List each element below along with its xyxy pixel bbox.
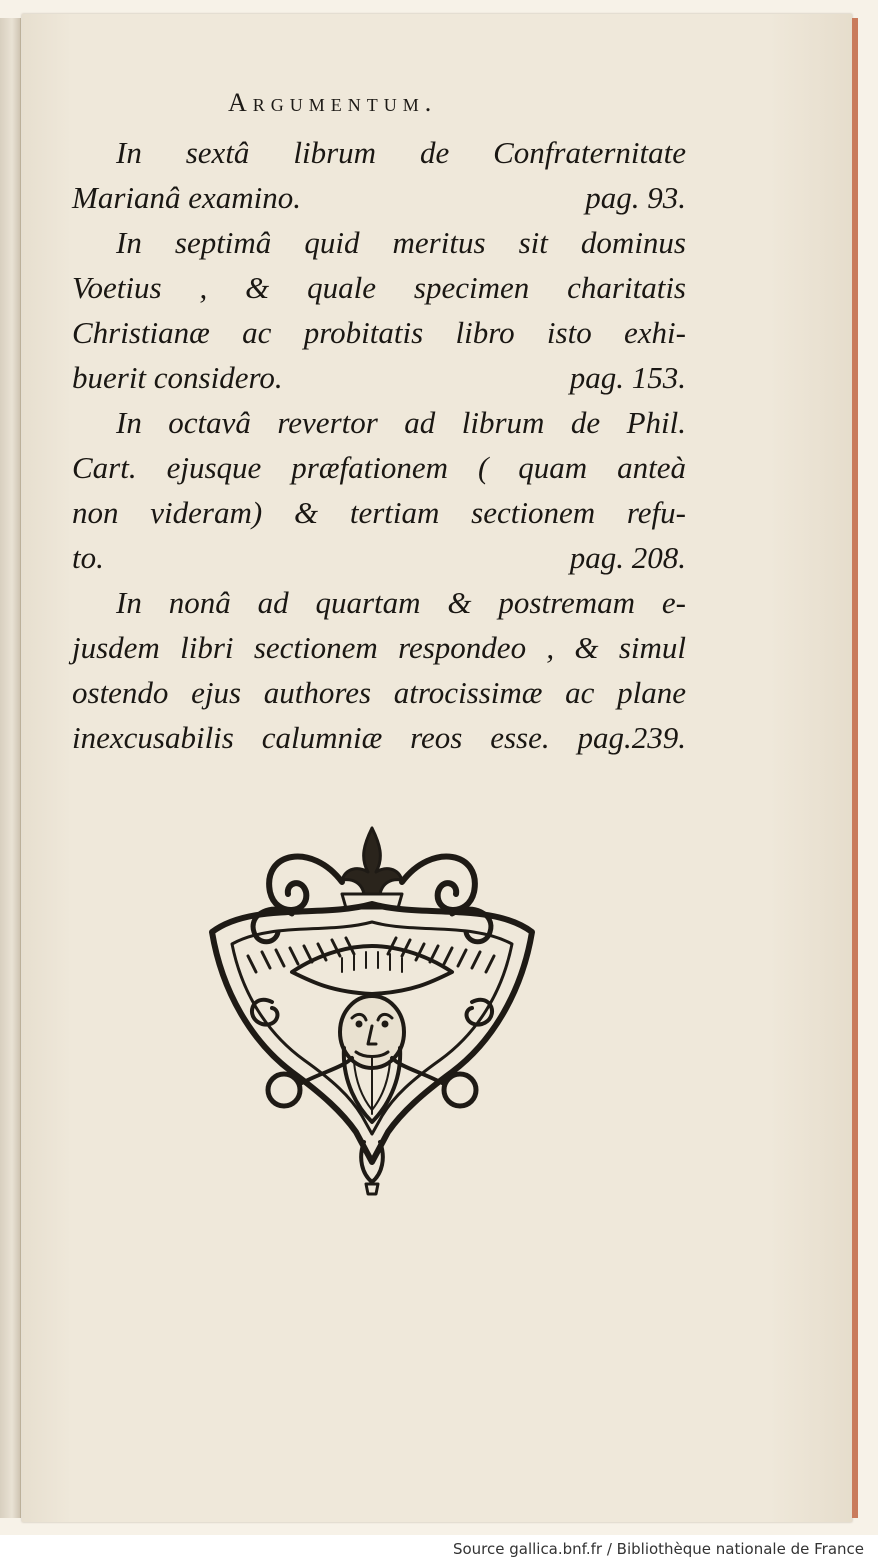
text-line: Voetius , & quale specimen charitatis	[72, 270, 686, 305]
grotesque-mask-ornament	[192, 822, 552, 1202]
page-reference: pag. 208.	[569, 540, 686, 575]
running-head: Argumentum.	[228, 88, 438, 117]
text-line-body: buerit considero.	[72, 360, 283, 395]
text-line: ostendo ejus authores atrocissimæ ac plane	[72, 675, 686, 710]
text-line: jusdem libri sectionem respondeo , & simul	[72, 630, 686, 665]
text-line	[72, 175, 686, 220]
text-line: In sextâ librum de Confraternitate	[116, 135, 686, 170]
text-line: In septimâ quid meritus sit dominus	[116, 225, 686, 260]
page-reference: pag. 93.	[585, 180, 686, 215]
facing-page-edge	[0, 18, 21, 1518]
text-line: In nonâ ad quartam & postremam e-	[116, 585, 686, 620]
text-line	[72, 535, 686, 580]
source-footer: Source gallica.bnf.fr / Bibliothèque nationale de France	[452, 1540, 864, 1558]
argument-text	[72, 130, 686, 760]
text-line: inexcusabilis calumniæ reos esse. pag.239.	[72, 720, 686, 755]
text-line: Christianæ ac probitatis libro isto exhi-	[72, 315, 686, 350]
page-reference: pag. 153.	[569, 360, 686, 395]
text-line-body: Marianâ examino.	[72, 180, 302, 215]
page-fore-edge	[852, 18, 858, 1518]
text-line	[72, 355, 686, 400]
text-line: non videram) & tertiam sectionem refu-	[72, 495, 686, 530]
text-line-body: to.	[72, 540, 104, 575]
text-line: Cart. ejusque præfationem ( quam anteà	[72, 450, 686, 485]
text-line: In octavâ revertor ad librum de Phil.	[116, 405, 686, 440]
